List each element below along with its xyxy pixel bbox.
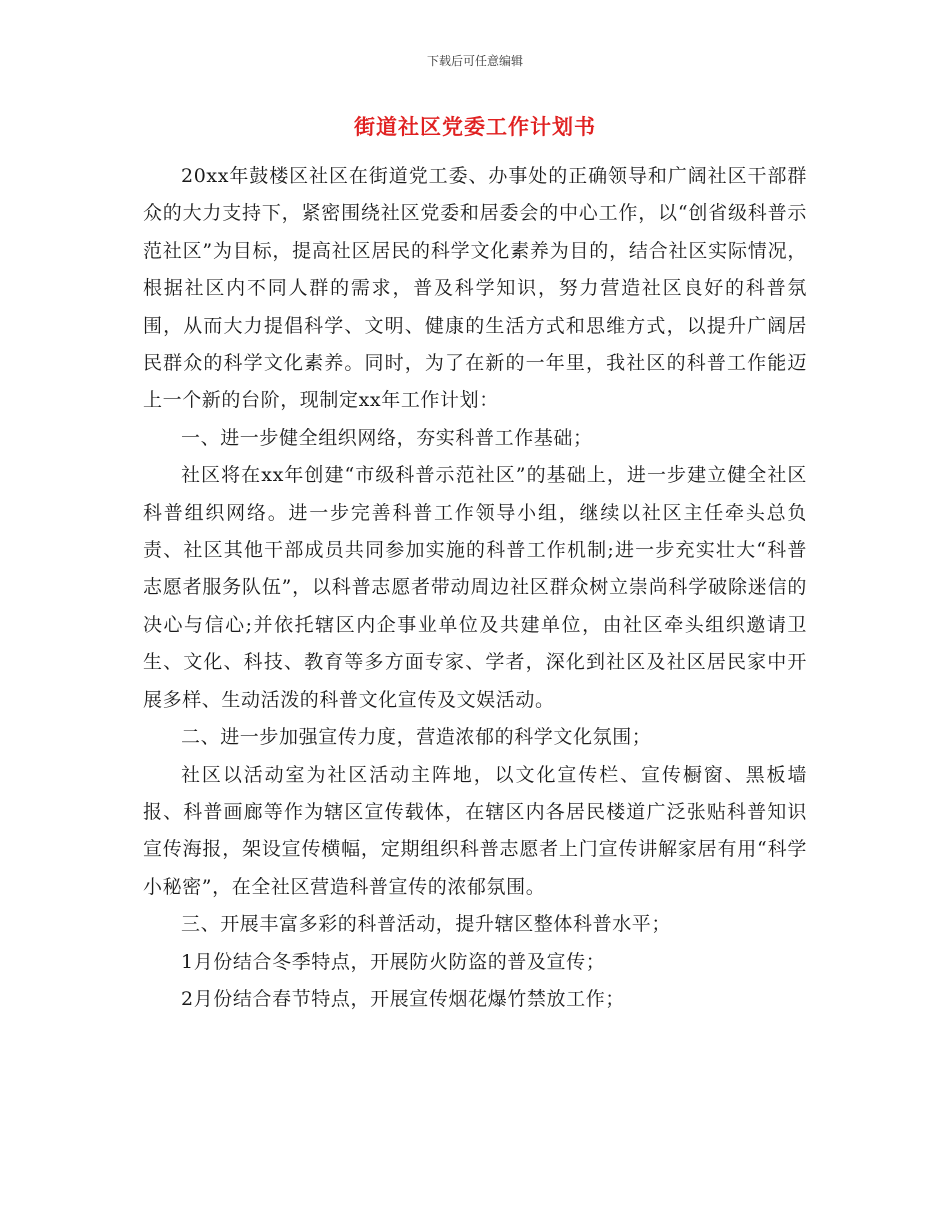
- section-heading-3: 三、开展丰富多彩的科普活动，提升辖区整体科普水平；: [181, 913, 672, 936]
- paragraph-section-1: 社区将在xx年创建“市级科普示范社区”的基础上，进一步建立健全社区科普组织网络。进一步完善科普工作领导小组，继续以社区主任牵头总负责、社区其他干部成员共同参加实施的科普工作机制;进一步充实壮大“科普志愿者服务队伍”，以科普志愿者带动周边社区群众树立崇尚科学破除迷信的决心与信心;并依托辖区内企事业单位及共建单位，由社区牵头组织邀请卫生、文化、科技、教育等多方面专家、学者，深化到社区及社区居民家中开展多样、生动活泼的科普文化宣传及文娱活动。: [143, 464, 807, 711]
- list-item-february: 2月份结合春节特点，开展宣传烟花爆竹禁放工作；: [181, 987, 625, 1010]
- list-item-january: 1月份结合冬季特点，开展防火防盗的普及宣传；: [181, 950, 606, 973]
- section-heading-2: 二、进一步加强宣传力度，营造浓郁的科学文化氛围；: [181, 726, 652, 749]
- paragraph-section-2: 社区以活动室为社区活动主阵地，以文化宣传栏、宣传橱窗、黑板墙报、科普画廊等作为辖区宣传载体，在辖区内各居民楼道广泛张贴科普知识宣传海报，架设宣传横幅，定期组织科普志愿者上门宣传讲解家居有用“科学小秘密”，在全社区营造科普宣传的浓郁氛围。: [143, 763, 807, 898]
- header-note: 下载后可任意编辑: [426, 54, 523, 68]
- document-body: [143, 158, 807, 1018]
- document-title: 街道社区党委工作计划书: [354, 115, 596, 139]
- section-heading-1: 一、进一步健全组织网络，夯实科普工作基础；: [181, 426, 593, 449]
- paragraph-intro: 20xx年鼓楼区社区在街道党工委、办事处的正确领导和广阔社区干部群众的大力支持下，紧密围绕社区党委和居委会的中心工作，以“创省级科普示范社区”为目标，提高社区居民的科学文化素养为目的，结合社区实际情况，根据社区内不同人群的需求，普及科学知识，努力营造社区良好的科普氛围，从而大力提倡科学、文明、健康的生活方式和思维方式，以提升广阔居民群众的科学文化素养。同时，为了在新的一年里，我社区的科普工作能迈上一个新的台阶，现制定xx年工作计划：: [143, 165, 807, 412]
